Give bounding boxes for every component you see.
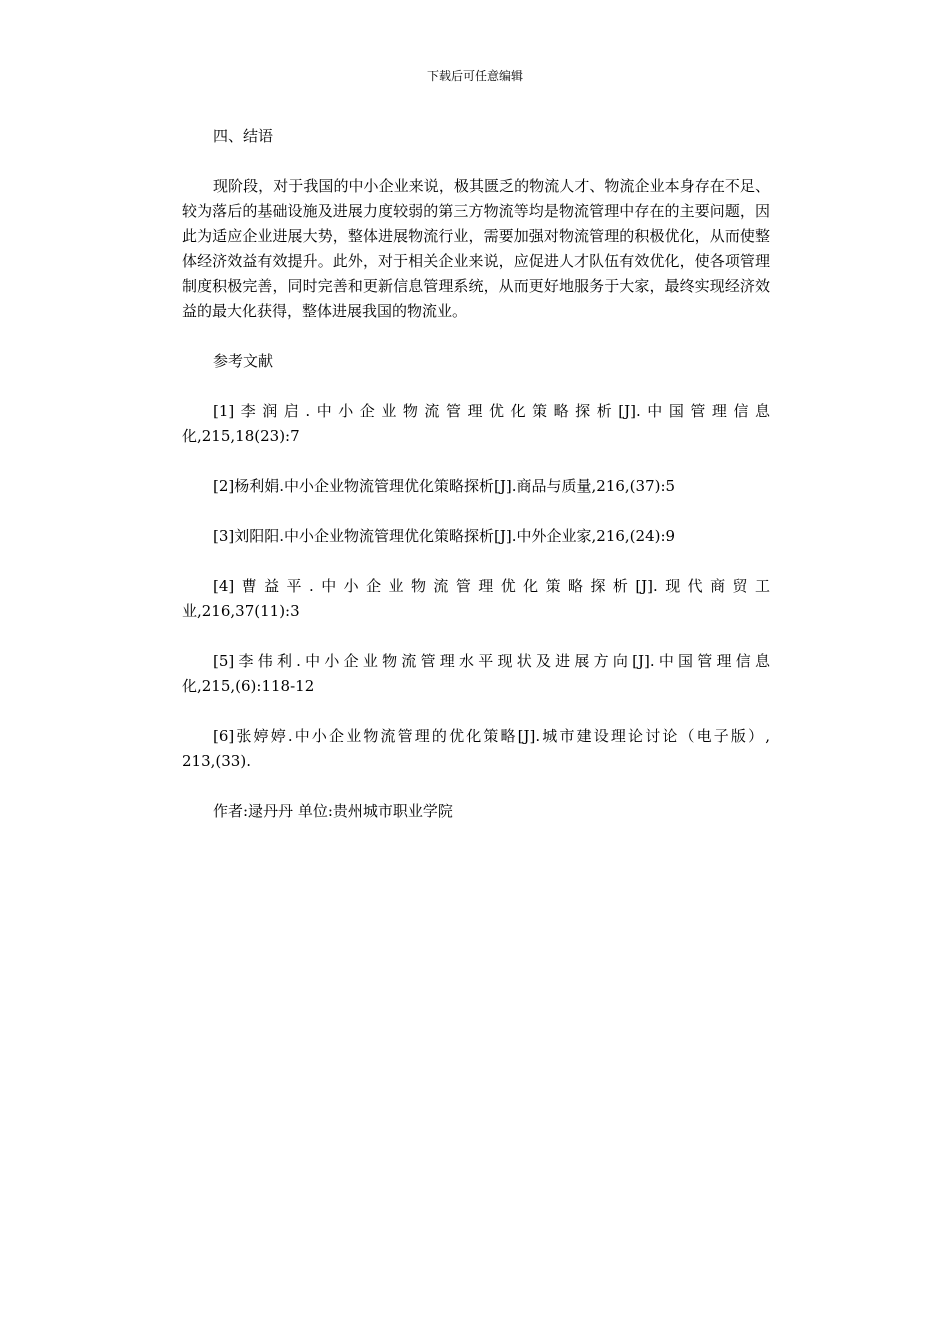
conclusion-paragraph: 现阶段，对于我国的中小企业来说，极其匮乏的物流人才、物流企业本身存在不足、较为落后的基础设施及进展力度较弱的第三方物流等均是物流管理中存在的主要问题，因此为适应企业进展大势，整体进展物流行业，需要加强对物流管理的积极优化，从而使整体经济效益有效提升。此外，对于相关企业来说，应促进人才队伍有效优化，使各项管理制度积极完善，同时完善和更新信息管理系统，从而更好地服务于大家，最终实现经济效益的最大化获得，整体进展我国的物流业。 <box>182 177 770 320</box>
reference-3: [3]刘阳阳.中小企业物流管理优化策略探析[J].中外企业家,216,(24):9 <box>213 527 676 545</box>
reference-1-line1: [1]李润启.中小企业物流管理优化策略探析[J].中国管理信息 <box>213 402 770 420</box>
page-header: 下载后可任意编辑 <box>426 69 523 83</box>
reference-list <box>182 399 770 774</box>
reference-4-line1: [4]曹益平.中小企业物流管理优化策略探析[J].现代商贸工 <box>213 577 770 595</box>
reference-2: [2]杨利娟.中小企业物流管理优化策略探析[J].商品与质量,216,(37):5 <box>213 477 676 495</box>
reference-5-line1: [5]李伟利.中小企业物流管理水平现状及进展方向[J].中国管理信息 <box>213 652 770 670</box>
reference-4-line2: 业,216,37(11):3 <box>182 602 300 620</box>
reference-5-line2: 化,215,(6):118-12 <box>182 677 315 695</box>
reference-1-line2: 化,215,18(23):7 <box>182 427 300 445</box>
author-line: 作者:逯丹丹 单位:贵州城市职业学院 <box>213 802 453 820</box>
section-heading: 四、结语 <box>213 127 274 145</box>
document-body <box>182 124 770 824</box>
reference-6-line2: 213,(33). <box>182 752 251 770</box>
references-heading: 参考文献 <box>213 352 274 370</box>
reference-6-line1: [6]张婷婷.中小企业物流管理的优化策略[J].城市建设理论讨论（电子版）, <box>213 727 770 745</box>
